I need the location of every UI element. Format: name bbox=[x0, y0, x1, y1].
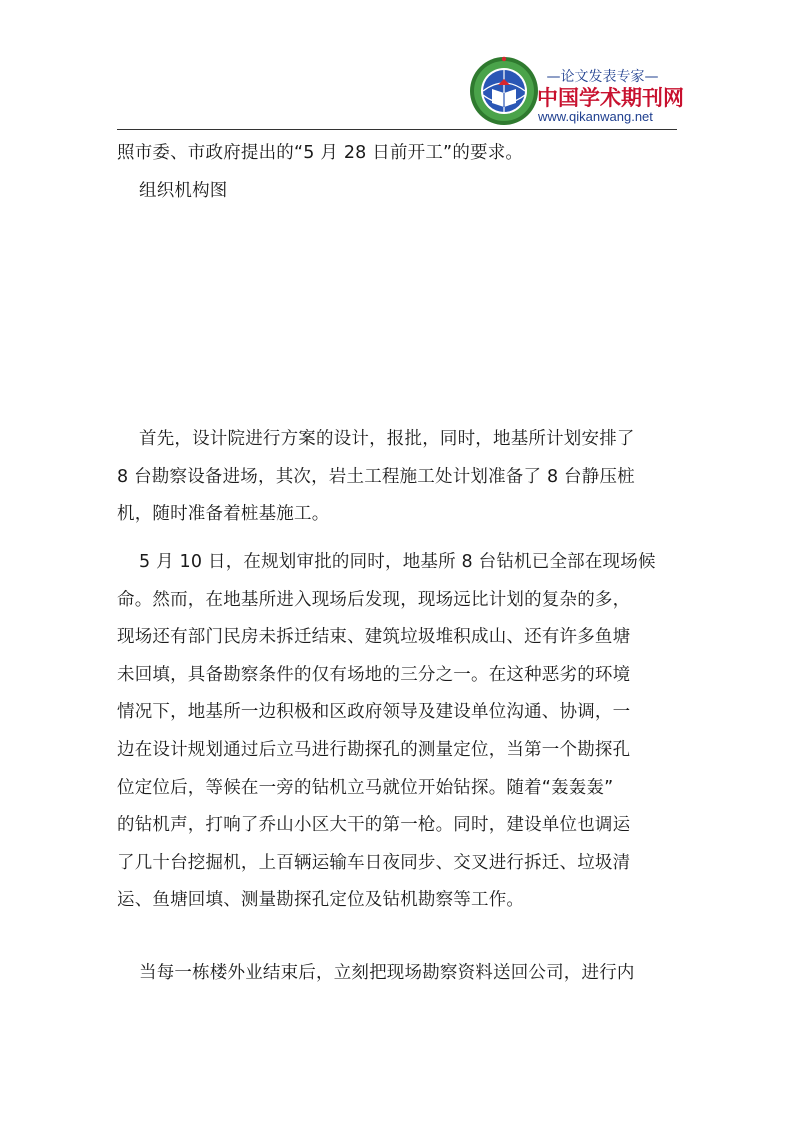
text-line: 边在设计规划通过后立马进行勘探孔的测量定位，当第一个勘探孔 bbox=[117, 739, 631, 760]
figure-caption-org-chart bbox=[117, 173, 677, 211]
text-line: 机，随时准备着桩基施工。 bbox=[117, 504, 330, 525]
paragraph-may-10 bbox=[117, 544, 677, 920]
text-line: 了几十台挖掘机，上百辆运输车日夜同步、交叉进行拆迁、垃圾清 bbox=[117, 852, 631, 873]
header-divider bbox=[117, 129, 677, 130]
text-line: 命。然而，在地基所进入现场后发现，现场远比计划的复杂的多， bbox=[117, 589, 631, 610]
text-line: 未回填，具备勘察条件的仅有场地的三分之一。在这种恶劣的环境 bbox=[117, 664, 631, 685]
brand-url: www.qikanwang.net bbox=[538, 109, 653, 124]
text-line: 的钻机声，打响了乔山小区大干的第一枪。同时，建设单位也调运 bbox=[117, 815, 631, 836]
text-line: 情况下，地基所一边积极和区政府领导及建设单位沟通、协调，一 bbox=[117, 702, 631, 723]
text-line: 运、鱼塘回填、测量勘探孔定位及钻机勘察等工作。 bbox=[117, 890, 525, 911]
globe-book-logo-icon bbox=[468, 55, 540, 127]
text-line: 首先，设计院进行方案的设计，报批，同时，地基所计划安排了 bbox=[139, 429, 635, 449]
brand-tagline: —论文发表专家— bbox=[546, 69, 659, 85]
paragraph-after-survey bbox=[117, 955, 677, 993]
text-line: 5 月 10 日，在规划审批的同时，地基所 8 台钻机已全部在现场候 bbox=[139, 552, 656, 572]
text-line: 照市委、市政府提出的“5 月 28 日前开工”的要求。 bbox=[117, 143, 524, 163]
text-line: 当每一栋楼外业结束后，立刻把现场勘察资料送回公司，进行内 bbox=[139, 963, 635, 983]
text-line: 8 台勘察设备进场，其次，岩土工程施工处计划准备了 8 台静压桩 bbox=[117, 466, 635, 487]
page-header bbox=[0, 0, 794, 130]
brand-name: 中国学术期刊网 bbox=[537, 86, 684, 110]
paragraph-intro-continuation bbox=[117, 135, 677, 173]
paragraph-first bbox=[117, 421, 677, 534]
text-line: 组织机构图 bbox=[139, 181, 228, 201]
text-line: 现场还有部门民房未拆迁结束、建筑垃圾堆积成山、还有许多鱼塘 bbox=[117, 627, 631, 648]
text-line: 位定位后，等候在一旁的钻机立马就位开始钻探。随着“轰轰轰” bbox=[117, 777, 614, 798]
